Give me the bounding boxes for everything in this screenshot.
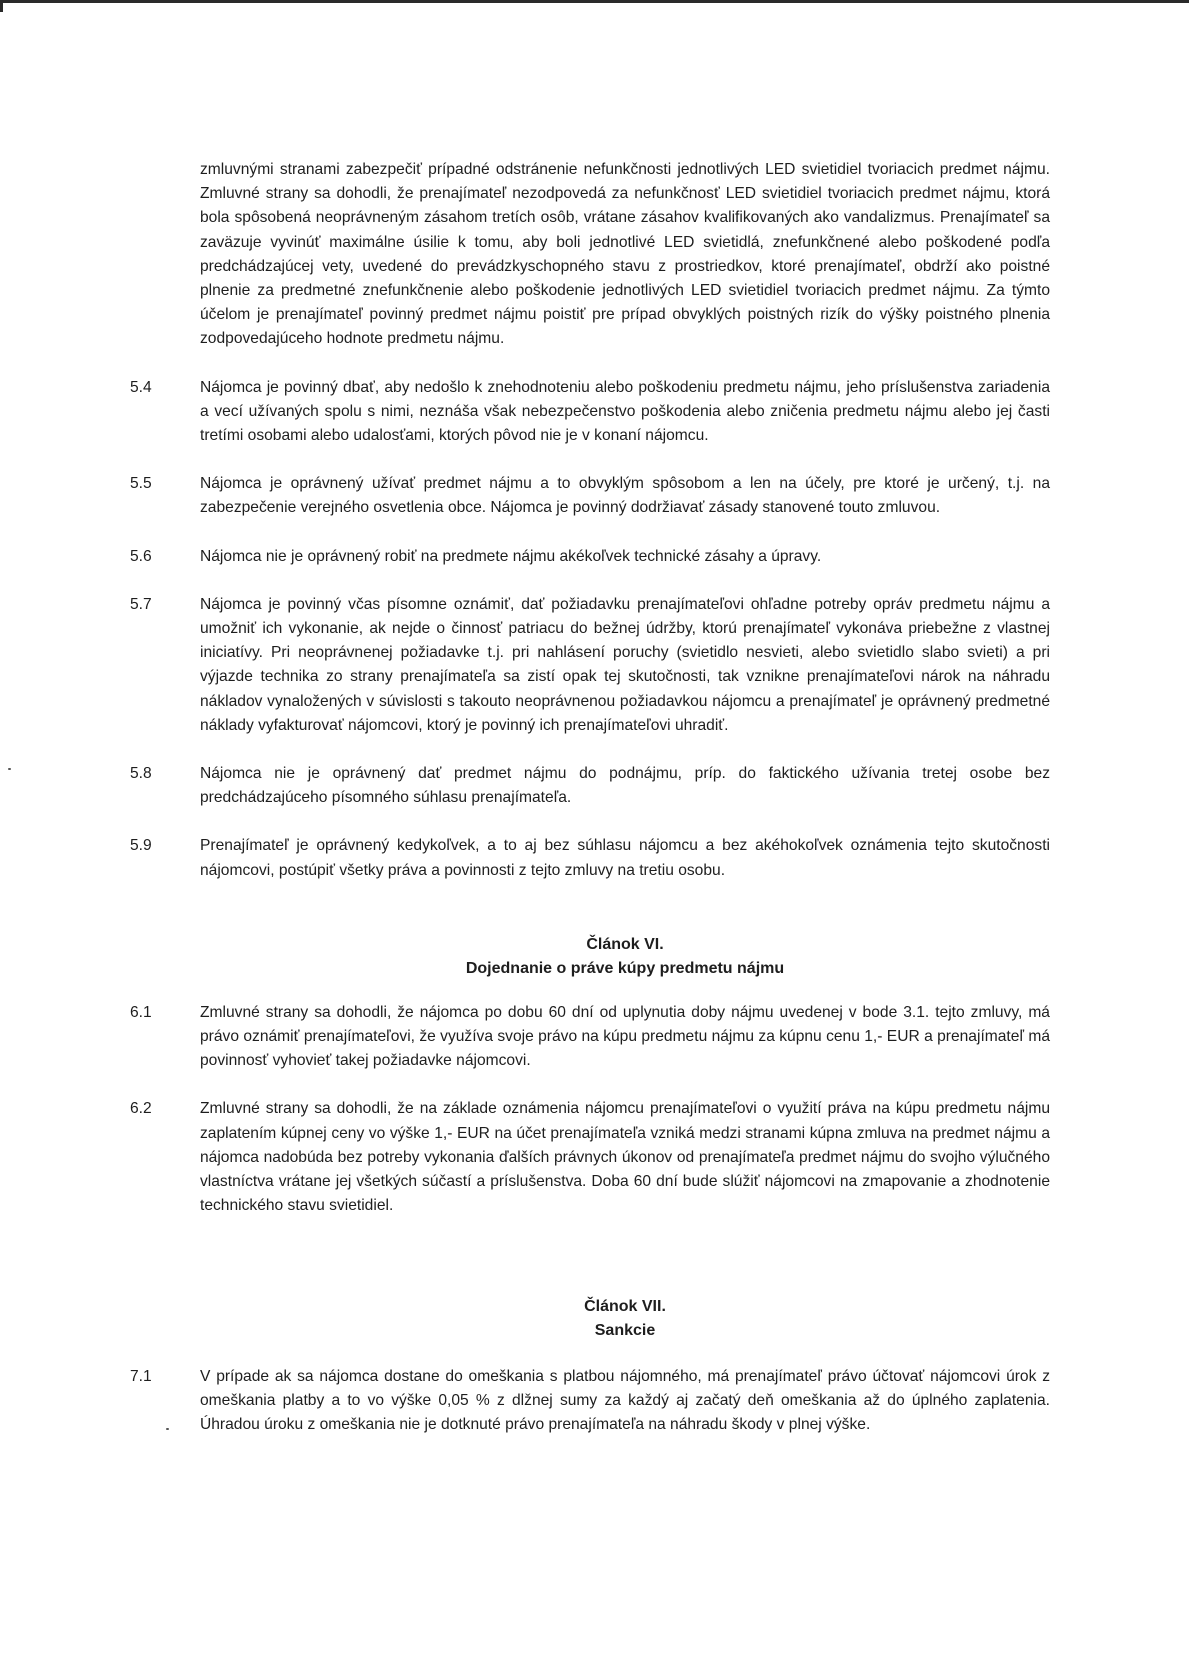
clause-text: Nájomca je povinný dbať, aby nedošlo k znehodnoteniu alebo poškodeniu predmetu nájmu, jeho príslušenstva zariadenia a vecí užívaných spolu s nimi, neznáša však nebezpečenstvo poškodenia alebo zničenia predmetu nájmu alebo jej časti tretími osobami alebo udalosťami, ktorých pôvod nie je v konaní nájomcu. [200,378,1050,445]
scan-edge [0,0,1189,3]
clause-number: 6.2 [130,1100,152,1118]
clause-text: V prípade ak sa nájomca dostane do omeškania s platbou nájomného, má prenajímateľ právo účtovať nájomcovi úrok z omeškania platby a to vo výške 0,05 % z dlžnej sumy za každý aj začatý deň omeškania až do úplného zaplatenia. Úhradou úroku z omeškania nie je dotknuté právo prenajímateľa na náhradu škody v plnej výške. [200,1367,1050,1433]
article-6-heading: Článok VI. [586,935,664,953]
clause-5-5 [130,472,1050,520]
clause-text: Nájomca nie je oprávnený dať predmet nájmu do podnájmu, príp. do faktického užívania tretej osobe bez predchádzajúceho písomného súhlasu prenajímateľa. [200,765,1050,807]
clause-text: Nájomca je povinný včas písomne oznámiť, dať požiadavku prenajímateľovi ohľadne potreby opráv predmetu nájmu a umožniť ich vykonanie, ak nejde o činnosť patriacu do bežnej údržby, ktorú prenajímateľ vykonáva priebežne z vlastnej iniciatívy. Pri neoprávnenej požiadavke t.j. pri nahlásení poruchy (svietidlo nesvieti, alebo svietidlo slabo svieti) a pri výjazde technika zo strany prenajímateľa sa zistí opak tej skutočnosti, tak vznikne prenajímateľovi nárok na náhradu nákladov vynaložených v súvislosti s takouto neoprávnenou požiadavkou nájomcu a prenajímateľ je oprávnený predmetné náklady vyfakturovať nájomcovi, ktorý je povinný ich prenajímateľovi uhradiť. [200,595,1050,734]
clause-number: 5.4 [130,378,152,396]
clause-text: Zmluvné strany sa dohodli, že nájomca po dobu 60 dní od uplynutia doby nájmu uvedenej v bode 3.1. tejto zmluvy, má právo oznámiť prenajímateľovi, že využíva svoje právo na kúpu predmetu nájmu za kúpnu cenu 1,- EUR a prenajímateľ má povinnosť vyhovieť takej požiadavke nájomcovi. [200,1003,1050,1070]
article-7-subheading: Sankcie [594,1321,656,1339]
clause-6-2 [130,1097,1050,1218]
clause-number: 5.7 [130,595,152,613]
clause-number: 6.1 [130,1003,152,1021]
clause-5-7 [130,593,1050,738]
clause-number: 5.5 [130,475,152,493]
clause-number: 7.1 [130,1367,152,1385]
article-6-subheading: Dojednanie o práve kúpy predmetu nájmu [465,959,785,977]
clause-5-4 [130,376,1050,449]
clause-text: Prenajímateľ je oprávnený kedykoľvek, a to aj bez súhlasu nájomcu a bez akéhokoľvek oznámenia tejto skutočnosti nájomcovi, postúpiť všetky práva a povinnosti z tejto zmluvy na tretiu osobu. [200,837,1050,879]
clause-number: 5.6 [130,547,152,565]
clause-text: Nájomca je oprávnený užívať predmet nájmu a to obvyklým spôsobom a len na účely, pre ktoré je určený, t.j. na zabezpečenie verejného osvetlenia obce. Nájomca je povinný dodržiavať zásady stanovené touto zmluvou. [200,475,1050,517]
clause-5-8 [130,762,1050,810]
clause-number: 5.8 [130,765,152,783]
lead-paragraph: zmluvnými stranami zabezpečiť prípadné odstránenie nefunkčnosti jednotlivých LED svietidiel tvoriacich predmet nájmu. Zmluvné strany sa dohodli, že prenajímateľ nezodpovedá za nefunkčnosť LED svietidiel tvoriacich predmet nájmu, ktorá bola spôsobená neoprávneným zásahom tretích osôb, vrátane zásahov kvalifikovaných ako vandalizmus. Prenajímateľ sa zaväzuje vyvinúť maximálne úsilie k tomu, aby boli jednotlivé LED svietidlá, znefunkčnené alebo poškodené podľa predchádzajúcej vety, uvedené do prevádzkyschopného stavu z prostriedkov, ktoré prenajímateľ, obdrží ako poistné plnenie za predmetné znefunkčnenie alebo poškodenie jednotlivých LED svietidiel tvoriacich predmet nájmu. Za týmto účelom je prenajímateľ povinný predmet nájmu poistiť pre prípad obvyklých poistných rizík do výšky poistného plnenia zodpovedajúceho hodnote predmetu nájmu. [200,161,1050,348]
scan-speck [166,1428,169,1430]
article-7-heading: Článok VII. [584,1297,666,1315]
document-page [130,158,1050,1461]
clause-text: Zmluvné strany sa dohodli, že na základe oznámenia nájomcu prenajímateľovi o využití práva na kúpu predmetu nájmu zaplatením kúpnej ceny vo výške 1,- EUR na účet prenajímateľa vzniká medzi stranami kúpna zmluva na predmet nájmu a nájomca nadobúda bez potreby vykonania ďalších právnych úkonov od prenajímateľa predmet nájmu do svojho výlučného vlastníctva vrátane jej všetkých súčastí a príslušenstva. Doba 60 dní bude slúžiť nájomcovi na zmapovanie a zhodnotenie technického stavu svietidiel. [200,1100,1050,1215]
clause-7-1 [130,1365,1050,1438]
clause-5-6 [130,545,1050,569]
clause-text: Nájomca nie je oprávnený robiť na predmete nájmu akékoľvek technické zásahy a úpravy. [200,547,822,565]
scan-edge-corner [0,0,3,12]
scan-speck [8,768,11,770]
clause-6-1 [130,1001,1050,1074]
clause-5-9 [130,834,1050,882]
clause-number: 5.9 [130,837,152,855]
